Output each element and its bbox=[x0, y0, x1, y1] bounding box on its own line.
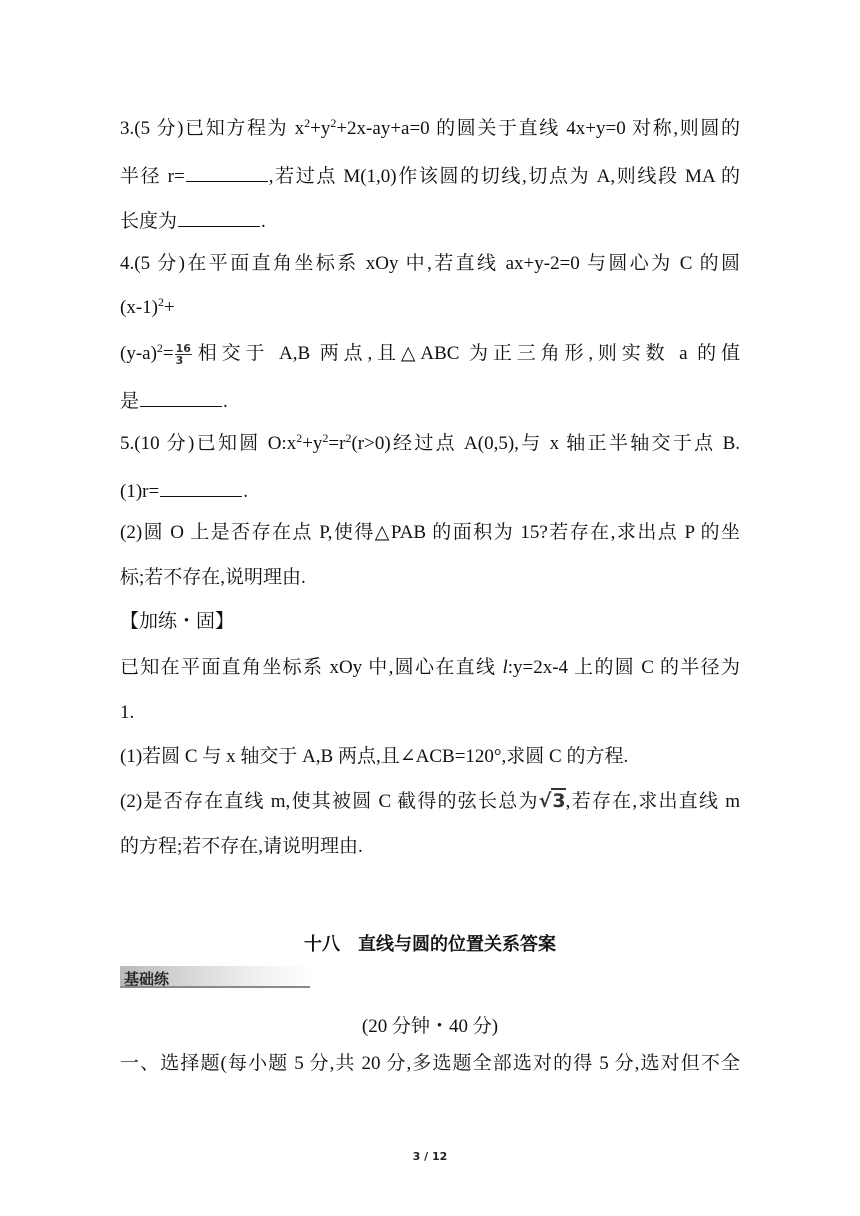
page-number: 3 / 12 bbox=[412, 1150, 448, 1163]
answer-blank bbox=[140, 389, 222, 407]
q5-part-2-line-1: (2)圆 O 上是否存在点 P,使得△PAB 的面积为 15?若存在,求出点 P 的坐 bbox=[120, 522, 740, 543]
q5-part-2-line-2: 标;若不存在,说明理由. bbox=[120, 567, 306, 588]
answers-heading: 十八 直线与圆的位置关系答案 bbox=[304, 934, 556, 955]
section-tag-label: 基础练 bbox=[124, 970, 170, 988]
q4-line-2: $(x-1)^2+$ bbox=[120, 295, 175, 318]
extra-line-1: 已知在平面直角坐标系 xOy 中,圆心在直线 l:y=2x-4 上的圆 C 的半径为 bbox=[120, 657, 740, 678]
answer-blank bbox=[160, 479, 242, 497]
square-root: √3 bbox=[538, 790, 566, 812]
q5-part-1: (1)r= . bbox=[120, 481, 248, 502]
section-tag bbox=[120, 966, 310, 988]
time-score: (20 分钟・40 分) bbox=[361, 1016, 499, 1037]
answer-blank bbox=[186, 164, 268, 182]
q4-line-4: 是 . bbox=[120, 391, 228, 412]
q3-line-3: 长度为 . bbox=[120, 211, 266, 232]
extra-part-2-line-1: (2)是否存在直线 m,使其被圆 C 截得的弦长总为√3,若存在,求出直线 m bbox=[120, 790, 741, 812]
fraction: $\frac{16}{3}$ bbox=[175, 342, 191, 367]
extra-practice-title: 【加练・固】 bbox=[120, 611, 235, 632]
q3-line-2: 半径 r= ,若过点 M(1,0)作该圆的切线,切点为 A,则线段 MA 的 bbox=[120, 166, 740, 187]
answer-blank bbox=[178, 209, 260, 227]
q4-line-3: $(y-a)^2=$ $\frac{16}{3}$ 相交于 A,B 两点,且△ABC 为正三角形,则实数 a 的值 bbox=[120, 340, 740, 367]
q3-line-1: 3.(5 分)已知方程为 $x^2+y^2+2x-ay+a=0$ 的圆关于直线 4x+y=0 对称,则圆的 bbox=[120, 116, 740, 139]
multiple-choice-intro: 一、选择题(每小题 5 分,共 20 分,多选题全部选对的得 5 分,选对但不全 bbox=[120, 1053, 740, 1074]
extra-part-1: (1)若圆 C 与 x 轴交于 A,B 两点,且∠ACB=120°,求圆 C 的方程. bbox=[120, 746, 629, 767]
extra-part-2-line-2: 的方程;若不存在,请说明理由. bbox=[120, 836, 363, 857]
extra-line-2: 1. bbox=[120, 702, 135, 723]
q5-line-1: 5.(10 分)已知圆 $O:x^2+y^2=r^2(r>0)$经过点 A(0,5),与 x 轴正半轴交于点 B. bbox=[120, 431, 741, 454]
q4-line-1: 4.(5 分)在平面直角坐标系 xOy 中,若直线 ax+y-2=0 与圆心为 C 的圆 bbox=[120, 253, 740, 274]
